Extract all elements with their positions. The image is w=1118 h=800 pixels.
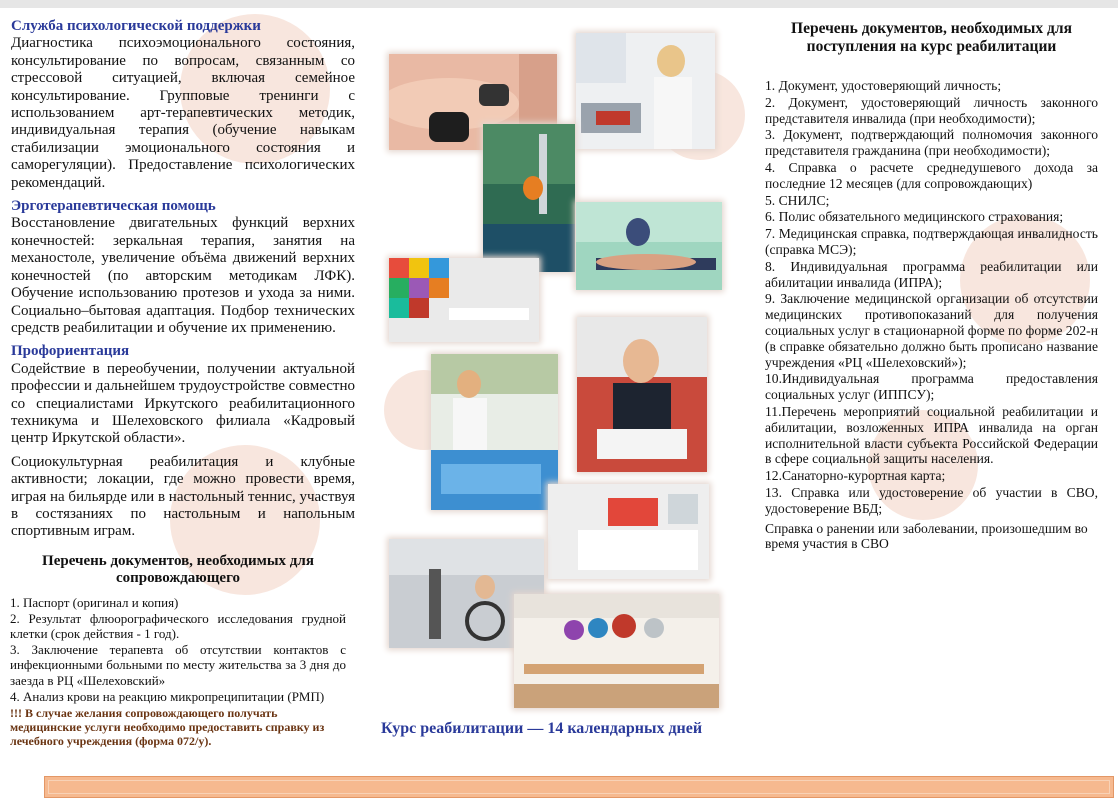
photo-massage-table [576, 202, 722, 290]
right-column [765, 20, 1098, 552]
section-text-psychology: Диагностика психоэмоционального состояния, консультирование по вопросам, связанным со стрессовой ситуацией, включая семейное консультирование. Групповые тренинги с использованием арт-терапевтических методик, индивидуальная терапия (обучение навыкам стабилизации эмоционального состояния и саморегуляции). Предоставление психологических рекомендаций. [11, 35, 355, 191]
top-strip [0, 0, 1118, 8]
list-item: 11.Перечень мероприятий социальной реабилитации и абилитации, возложенных ИПРА инвалида на орган исполнительной власти субъекта Российской Федерации в сфере социальной защиты населения. [765, 403, 1098, 467]
list-item: 10.Индивидуальная программа предоставления социальных услуг (ИППСУ); [765, 371, 1098, 403]
section-title-psychology: Служба психологической поддержки [11, 18, 261, 34]
admission-docs-extra: Справка о ранении или заболевании, произошедшим во время участия в СВО [765, 520, 1088, 552]
photo-pool-lift [483, 124, 575, 272]
escort-docs [10, 553, 346, 748]
list-item: 4. Анализ крови на реакцию микропреципитации (РМП) [10, 688, 325, 704]
photo-doctor-bath [431, 354, 558, 510]
bottom-decor-inner [48, 780, 1110, 794]
list-item: 6. Полис обязательного медицинского страхования; [765, 209, 1064, 225]
section-text-ergotherapy: Восстановление двигательных функций верхних конечностей: зеркальная терапия, занятия на механостоле, увеличение объёма движений верхних конечностей (по авторским методикам ЛФК). Обучение использованию протезов и ухода за ними. Социально–бытовая адаптация. Подбор технических средств реабилитации и обучение их применению. [11, 215, 355, 336]
bottom-decor-band [44, 776, 1114, 798]
section-title-ergotherapy: Эрготерапевтическая помощь [11, 198, 216, 215]
leisure-text: Социокультурная реабилитация и клубные активности; локации, где можно провести время, играя на бильярде или в настольный теннис, участвуя в состязаниях по настольным и напольным спортивным играм. [11, 453, 355, 540]
photo-gym [514, 594, 719, 708]
escort-docs-list [10, 595, 346, 704]
section-text-career: Содействие в переобучении, получении актуальной профессии и дальнейшем трудоустройстве совместно со специалистами Иркутского реабилитационного техникума и Шелеховского филиала «Кадровый центр Иркутской области». [11, 360, 355, 447]
list-item: 2. Результат флюорографического исследования грудной клетки (срок действия - 1 год). [10, 610, 346, 642]
list-item: 5. СНИЛС; [765, 192, 830, 208]
list-item: 4. Справка о расчете среднедушевого дохода за последние 12 месяцев (для сопровождающих) [765, 159, 1098, 191]
escort-docs-title: Перечень документов, необходимых для сопровождающего [42, 553, 314, 586]
admission-docs-list [765, 78, 1098, 517]
section-title-career: Профориентация [11, 343, 130, 360]
list-item: 7. Медицинская справка, подтверждающая инвалидность (справка МСЭ); [765, 226, 1098, 257]
list-item: 13. Справка или удостоверение об участии в СВО, удостоверение ВБД; [765, 484, 1098, 516]
list-item: 3. Заключение терапевта об отсутствии контактов с инфекционными больными по месту жительства за 3 дня до заезда в РЦ «Шелеховский» [10, 641, 346, 688]
photo-kitchen [548, 484, 709, 579]
left-column [11, 18, 355, 547]
list-item: 3. Документ, подтверждающий полномочия законного представителя гражданина (при необходимости); [765, 127, 1098, 159]
photo-doctor-device [576, 33, 715, 149]
photo-patient-desk [577, 317, 707, 472]
list-item: 8. Индивидуальная программа реабилитации или абилитации инвалида (ИПРА); [765, 258, 1098, 290]
admission-docs-title: Перечень документов, необходимых для поступления на курс реабилитации [791, 20, 1072, 55]
list-item: 12.Санаторно-курортная карта; [765, 468, 946, 484]
list-item: 9. Заключение медицинской организации об отсутствии медицинских противопоказаний для получения социальных услуг в стационарной форме по форме 202-н (в справке обязательно должно быть прописано название учреждения «РЦ «Шелеховский»); [765, 291, 1098, 370]
photo-tiles-room [389, 258, 539, 342]
course-caption: Курс реабилитации — 14 календарных дней [381, 720, 703, 737]
list-item: 1. Документ, удостоверяющий личность; [765, 78, 1002, 93]
list-item: 2. Документ, удостоверяющий личность законного представителя инвалида (при необходимости); [765, 94, 1098, 126]
list-item: 1. Паспорт (оригинал и копия) [10, 595, 179, 610]
escort-warning: !!! В случае желания сопровождающего получать медицинские услуги необходимо предоставить справку из лечебного учреждения (форма 072/у). [10, 706, 325, 749]
